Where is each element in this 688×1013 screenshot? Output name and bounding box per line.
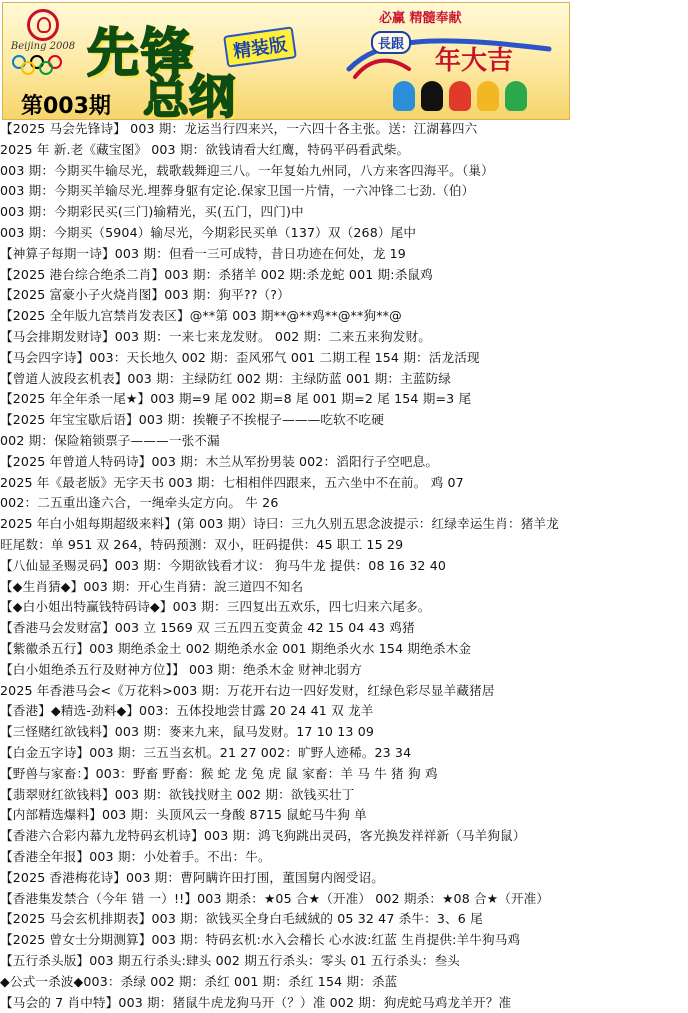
text-line: 【马会四字诗】003：天长地久 002 期：歪风邪气 001 二期工程 154 期：活龙活现: [0, 349, 480, 365]
text-line: 【香港集发禁合（今年 错 一）!!】003 期杀：★05 合★（开准） 002 期杀：★08 合★（开准）: [0, 890, 550, 906]
text-line: 003 期：今期彩民买(三门)输精光，买(五门，四门)中: [0, 204, 304, 220]
text-line: 旺尾数：单 951 双 264，特码预测：双小，旺码提供：45 职工 15 29: [0, 537, 404, 552]
text-line: 2025 年香港马会<《万花料>003 期：万花开右边一四好发财，红绿色彩尽显羊藏猪居: [0, 682, 495, 698]
text-line: 【五行杀头版】003 期五行杀头:肆头 002 期五行杀头：零头 01 五行杀头：叁头: [0, 953, 461, 968]
swoosh-label: 長跟: [371, 31, 411, 54]
text-line: 【2025 富豪小子火烧肖图】003 期：狗平??（?）: [0, 287, 290, 303]
text-line: 【2025 马会先锋诗】 003 期：龙运当行四来兴，一六四十各主张。送：江湖暮四六: [0, 121, 478, 136]
fuwa-green-icon: [505, 81, 527, 111]
banner-title-sub: 总纲: [143, 70, 235, 120]
fuwa-yellow-icon: [477, 81, 499, 111]
text-line: 2025 年 新.老《藏宝图》 003 期：欲钱请看大红鹰，特码平码看武柴。: [0, 141, 410, 157]
text-line: 【紫徽杀五行】003 期绝杀金土 002 期绝杀水金 001 期绝杀火水 154 期绝杀木金: [0, 641, 472, 656]
issue-number: 第003期: [21, 94, 111, 119]
text-line: 【马会的 7 肖中特】003 期：猪鼠牛虎龙狗马开（？）准 002 期：狗虎蛇马鸡龙羊开？准: [0, 994, 512, 1010]
text-line: 【白金五字诗】003 期：三五当玄机。21 27 002：旷野人迹稀。23 34: [0, 745, 412, 760]
text-line: 2025 年《最老版》无字天书 003 期：七相相伴四跟来，五六坐中不在前。 鸡 07: [0, 474, 464, 490]
text-line: 【2025 年宝宝歇后语】003 期：挨鞭子不挨棍子———吃软不吃硬: [0, 412, 385, 428]
text-line: 【2025 香港梅花诗】003 期：曹阿瞒许田打围，董国舅内阁受诏。: [0, 869, 385, 885]
mascot-group: [393, 81, 527, 111]
text-line: 003 期：今期买牛输尽光，载歌载舞迎三八。一年复始九州同，八方来客四海平。（巢）: [0, 162, 494, 178]
text-line: 【2025 曾女士分期测算】003 期：特码玄机:水入会稽长 心水波:红蓝 生肖提供:羊牛狗马鸡: [0, 932, 521, 948]
text-line: 【野兽与家畜：】003：野畜 野畜：猴 蛇 龙 兔 虎 鼠 家畜：羊 马 牛 猪 狗 鸡: [0, 765, 438, 781]
text-line: 【香港六合彩内幕九龙特码玄机诗】003 期：鸿飞狗跳出灵码，客光换发祥祥新（马羊狗鼠）: [0, 828, 526, 844]
text-line: ◆公式一杀波◆003：杀绿 002 期：杀红 001 期：杀红 154 期：杀蓝: [0, 973, 398, 989]
olympic-logo: [9, 7, 77, 83]
text-line: 【香港马会发财富】003 立 1569 双 三五四五变黄金 42 15 04 43 鸡猪: [0, 620, 415, 636]
text-line: 【2025 港台综合绝杀二肖】003 期：杀猪羊 002 期:杀龙蛇 001 期:杀鼠鸡: [0, 266, 433, 282]
text-line: 【香港】◆精选-劲料◆】003：五体投地尝甘露 20 24 41 双 龙羊: [0, 703, 374, 719]
text-line: 【香港全年报】003 期：小处着手。不出：牛。: [0, 849, 271, 864]
text-line: 【◆生肖猜◆】003 期：开心生肖猜：說三道四不知名: [0, 578, 304, 594]
logo-caption: Beijing 2008: [10, 41, 76, 52]
text-line: 003 期：今期买羊输尽光.埋葬身躯有定论.保家卫国一片情，一六冲锋二七劲.（伯）: [0, 183, 475, 199]
text-line: 002：二五重出逢六合，一绳牵头定方向。 牛 26: [0, 495, 279, 511]
fuwa-black-icon: [421, 81, 443, 111]
beijing-emblem-icon: [27, 9, 59, 41]
header-banner: [2, 2, 570, 120]
text-line: 【翡翠财红欲钱料】003 期：欲钱找财主 002 期：欲钱买壮丁: [0, 786, 355, 802]
edition-badge: 精装版: [223, 26, 297, 67]
text-line: 【曾道人波段玄机表】003 期：主绿防红 002 期：主绿防蓝 001 期：主蓝防绿: [0, 370, 452, 386]
text-line: 【◆白小姐出特赢钱特码诗◆】003 期：三四复出五欢乐，四七归来六尾多。: [0, 599, 431, 615]
text-line: 【2025 年全年杀一尾★】003 期=9 尾 002 期=8 尾 001 期=2 尾 154 期=3 尾: [0, 391, 472, 407]
text-line: 【马会排期发财诗】003 期：一来七来龙发财。 002 期：二来五来狗发财。: [0, 329, 432, 344]
text-line: 2025 年白小姐每期超级来料】(第 003 期）诗曰：三九久别五思念波提示：红绿幸运生肖：猪羊龙: [0, 516, 559, 532]
fuwa-blue-icon: [393, 81, 415, 111]
text-line: 002 期：保险箱锁票子———一张不漏: [0, 433, 220, 448]
fuwa-red-icon: [449, 81, 471, 111]
text-line: 【2025 年曾道人特码诗】003 期：木兰从军扮男装 002：滔阳行子空吧息。: [0, 453, 439, 469]
olympic-rings-icon: [9, 54, 65, 76]
text-line: 【神算子每期一诗】003 期：但看一三可成特，昔日功迹在何处，龙 19: [0, 245, 406, 261]
calligraphy-text: 年大吉: [435, 46, 514, 76]
text-line: 【2025 马会玄机排期表】003 期：欲钱买全身白毛絨絨的 05 32 47 杀牛：3、6 尾: [0, 911, 483, 927]
text-line: 【内部精选爆料】003 期：头顶风云一身酸 8715 鼠蛇马牛狗 单: [0, 807, 367, 823]
banner-title-main: 先锋: [87, 23, 196, 84]
banner-tagline: 必赢 精髓奉献: [379, 11, 462, 26]
text-line: 【白小姐绝杀五行及财神方位】】 003 期：绝杀木金 财神北弱方: [0, 661, 362, 677]
text-line: 【八仙显圣赐灵码】003 期：今期欲钱看才议： 狗马牛龙 提供：08 16 32 40: [0, 557, 447, 573]
text-line: 003 期：今期买（5904）输尽光，今期彩民买单（137）双（268）尾中: [0, 225, 417, 240]
text-line: 【三怪赌红欲钱料】003 期：麥来九来，鼠马发财。17 10 13 09: [0, 724, 375, 740]
text-line: 【2025 全年版九宫禁肖发表区】@**第 003 期**@**鸡**@**狗**@: [0, 308, 402, 324]
